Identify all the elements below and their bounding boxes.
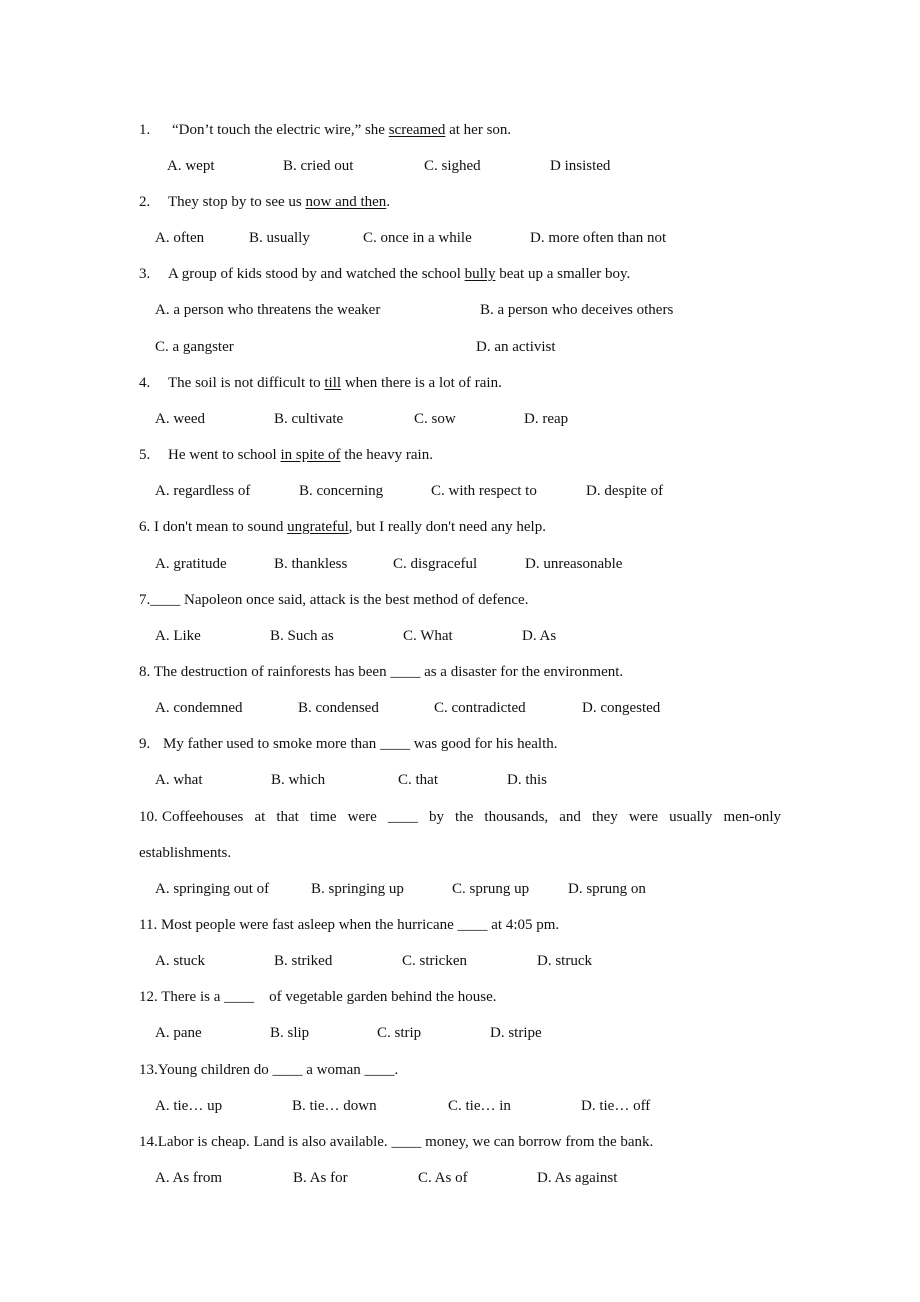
answer-option: B. cultivate — [274, 411, 344, 427]
question-number: 9. — [139, 736, 151, 752]
answer-option: C. sow — [414, 411, 456, 427]
answer-option: D. an activist — [476, 339, 556, 355]
answer-option: B. As for — [293, 1170, 348, 1186]
answer-option: D. stripe — [490, 1025, 542, 1041]
question-text: A group of kids stood by and watched the school — [168, 266, 465, 282]
question-line — [139, 1061, 398, 1079]
answer-option: A. a person who threatens the weaker — [155, 302, 381, 318]
question-text-continued: establishments. — [139, 845, 232, 861]
question-text: There is a ____ of vegetable garden behind the house. — [157, 989, 497, 1005]
answer-option: D insisted — [550, 158, 611, 174]
question-text-end: when there is a lot of rain. — [341, 375, 502, 391]
underlined-term: till — [324, 375, 342, 391]
question-line — [139, 518, 546, 536]
question-text: Labor is cheap. Land is also available. ____ money, we can borrow from the bank. — [157, 1134, 654, 1150]
question-number: 8. — [139, 664, 151, 680]
answer-option: C. disgraceful — [393, 556, 478, 572]
answer-option: B. which — [271, 772, 326, 788]
answer-option: C. sprung up — [452, 881, 530, 897]
question-text: Young children do ____ a woman ____. — [157, 1062, 399, 1078]
answer-option: C. What — [403, 628, 453, 644]
answer-option: B. springing up — [311, 881, 404, 897]
answer-option: D. more often than not — [530, 230, 667, 246]
question-number: 4. — [139, 375, 151, 391]
question-number: 14. — [139, 1134, 158, 1150]
answer-option: C. tie… in — [448, 1098, 511, 1114]
answer-option: C. As of — [418, 1170, 468, 1186]
question-text: The destruction of rainforests has been ____ as a disaster for the environment. — [150, 664, 624, 680]
answer-option: C. strip — [377, 1025, 422, 1041]
question-number: 13. — [139, 1062, 158, 1078]
question-line — [163, 735, 558, 753]
answer-option: A. As from — [155, 1170, 223, 1186]
question-number: 7. — [139, 592, 151, 608]
question-text: I don't mean to sound — [150, 519, 288, 535]
answer-option: B. cried out — [283, 158, 354, 174]
answer-option: C. that — [398, 772, 438, 788]
answer-option: C. sighed — [424, 158, 481, 174]
question-text: My father used to smoke more than ____ was good for his health. — [163, 736, 558, 752]
question-text-end: at her son. — [445, 122, 512, 138]
answer-option: B. tie… down — [292, 1098, 377, 1114]
question-text: He went to school — [168, 447, 281, 463]
answer-option: A. gratitude — [155, 556, 227, 572]
question-text: The soil is not difficult to — [168, 375, 325, 391]
underlined-term: in spite of — [280, 447, 341, 463]
answer-option: A. springing out of — [155, 881, 270, 897]
question-line — [139, 591, 528, 609]
question-line — [172, 121, 511, 139]
answer-option: B. a person who deceives others — [480, 302, 674, 318]
answer-option: A. pane — [155, 1025, 202, 1041]
underlined-term: now and then — [305, 194, 387, 210]
answer-option: C. once in a while — [363, 230, 472, 246]
question-line — [168, 265, 630, 283]
underlined-term: ungrateful — [287, 519, 349, 535]
answer-option: A. condemned — [155, 700, 243, 716]
answer-option: D. unreasonable — [525, 556, 623, 572]
answer-option: B. striked — [274, 953, 333, 969]
answer-option: D. despite of — [586, 483, 664, 499]
answer-option: C. stricken — [402, 953, 467, 969]
question-line — [168, 193, 390, 211]
question-number: 3. — [139, 266, 151, 282]
answer-option: D. As against — [537, 1170, 618, 1186]
question-number: 10. — [139, 809, 158, 825]
answer-option: D. tie… off — [581, 1098, 651, 1114]
answer-option: D. As — [522, 628, 557, 644]
question-text-end: , but I really don't need any help. — [348, 519, 546, 535]
answer-option: B. Such as — [270, 628, 334, 644]
answer-option: C. a gangster — [155, 339, 234, 355]
question-number: 11. — [139, 917, 158, 933]
answer-option: D. this — [507, 772, 548, 788]
question-text-end: beat up a smaller boy. — [495, 266, 631, 282]
answer-option: B. concerning — [299, 483, 384, 499]
answer-option: B. usually — [249, 230, 310, 246]
answer-option: D. sprung on — [568, 881, 646, 897]
question-number: 12. — [139, 989, 158, 1005]
question-line — [168, 374, 502, 392]
answer-option: A. Like — [155, 628, 201, 644]
question-text: Coffeehouses at that time were ____ by the thousands, and they were usually men-only — [162, 809, 781, 825]
question-line — [139, 988, 497, 1006]
question-line — [139, 1133, 653, 1151]
question-line — [139, 663, 623, 681]
question-number: 2. — [139, 194, 151, 210]
underlined-term: screamed — [388, 122, 446, 138]
question-text: Most people were fast asleep when the hurricane ____ at 4:05 pm. — [157, 917, 560, 933]
question-line — [168, 446, 433, 464]
answer-option: A. stuck — [155, 953, 205, 969]
answer-option: D. reap — [524, 411, 569, 427]
question-text: They stop by to see us — [168, 194, 306, 210]
question-text: ____ Napoleon once said, attack is the best method of defence. — [150, 592, 529, 608]
answer-option: B. slip — [270, 1025, 310, 1041]
underlined-term: bully — [464, 266, 496, 282]
answer-option: B. thankless — [274, 556, 348, 572]
answer-option: A. regardless of — [155, 483, 251, 499]
answer-option: A. weed — [155, 411, 205, 427]
answer-option: C. contradicted — [434, 700, 526, 716]
question-number: 6. — [139, 519, 151, 535]
answer-option: B. condensed — [298, 700, 379, 716]
answer-option: D. struck — [537, 953, 592, 969]
answer-option: D. congested — [582, 700, 661, 716]
answer-option: A. what — [155, 772, 203, 788]
answer-option: A. often — [155, 230, 205, 246]
question-number: 1. — [139, 122, 151, 138]
answer-option: C. with respect to — [431, 483, 537, 499]
answer-option: A. tie… up — [155, 1098, 223, 1114]
question-text-end: . — [386, 194, 391, 210]
answer-option: A. wept — [167, 158, 215, 174]
question-line — [139, 916, 559, 934]
question-text-end: the heavy rain. — [340, 447, 433, 463]
question-text: “Don’t touch the electric wire,” she — [172, 122, 389, 138]
question-number: 5. — [139, 447, 151, 463]
